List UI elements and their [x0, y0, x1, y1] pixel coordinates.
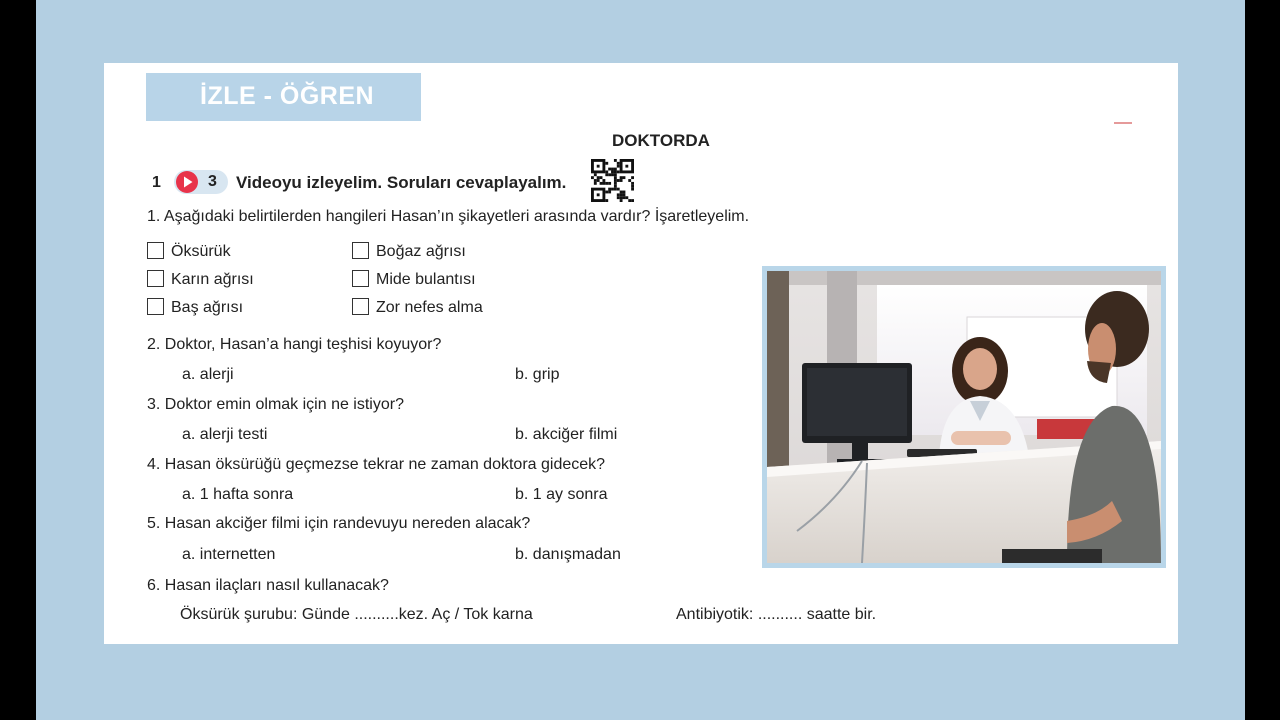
question-4: 4. Hasan öksürüğü geçmezse tekrar ne zaman doktora gidecek?	[147, 456, 606, 473]
qr-code-icon[interactable]	[591, 159, 634, 202]
option-label: Karın ağrısı	[171, 271, 254, 288]
question-6: 6. Hasan ilaçları nasıl kullanacak?	[147, 577, 389, 594]
task-number: 1	[152, 174, 161, 191]
checkbox-bogaz-agrisi[interactable]	[352, 242, 369, 259]
answer-2a[interactable]: a. alerji	[182, 366, 234, 383]
answer-3b[interactable]: b. akciğer filmi	[515, 426, 618, 443]
video-number: 3	[208, 173, 217, 190]
question-2: 2. Doktor, Hasan’a hangi teşhisi koyuyor?	[147, 336, 442, 353]
answer-2b[interactable]: b. grip	[515, 366, 560, 383]
answer-5a[interactable]: a. internetten	[182, 546, 276, 563]
question-1: 1. Aşağıdaki belirtilerden hangileri Hasan’ın şikayetleri arasında vardır? İşaretleyelim.	[147, 208, 750, 225]
answer-6-cough-syrup[interactable]: Öksürük şurubu: Günde ..........kez. Aç / Tok karna	[180, 606, 533, 623]
option-label: Zor nefes alma	[376, 299, 483, 316]
task-instruction: Videoyu izleyelim. Soruları cevaplayalım.	[236, 173, 567, 192]
page-title: DOKTORDA	[612, 131, 710, 150]
question-5: 5. Hasan akciğer filmi için randevuyu nereden alacak?	[147, 515, 531, 532]
doctor-office-photo	[762, 266, 1166, 568]
checkbox-karin-agrisi[interactable]	[147, 270, 164, 287]
checkbox-zor-nefes-alma[interactable]	[352, 298, 369, 315]
answer-3a[interactable]: a. alerji testi	[182, 426, 268, 443]
answer-4a[interactable]: a. 1 hafta sonra	[182, 486, 294, 503]
checkbox-mide-bulantisi[interactable]	[352, 270, 369, 287]
answer-5b[interactable]: b. danışmadan	[515, 546, 621, 563]
play-icon[interactable]	[175, 170, 199, 194]
checkbox-oksuruk[interactable]	[147, 242, 164, 259]
section-banner-text: İZLE - ÖĞREN	[200, 82, 375, 110]
answer-4b[interactable]: b. 1 ay sonra	[515, 486, 608, 503]
option-label: Baş ağrısı	[171, 299, 244, 316]
question-3: 3. Doktor emin olmak için ne istiyor?	[147, 396, 404, 413]
option-label: Boğaz ağrısı	[376, 243, 466, 260]
decorative-mark	[1114, 122, 1132, 124]
checkbox-bas-agrisi[interactable]	[147, 298, 164, 315]
option-label: Mide bulantısı	[376, 271, 476, 288]
option-label: Öksürük	[171, 243, 231, 260]
answer-6-antibiotic[interactable]: Antibiyotik: .......... saatte bir.	[676, 606, 877, 623]
